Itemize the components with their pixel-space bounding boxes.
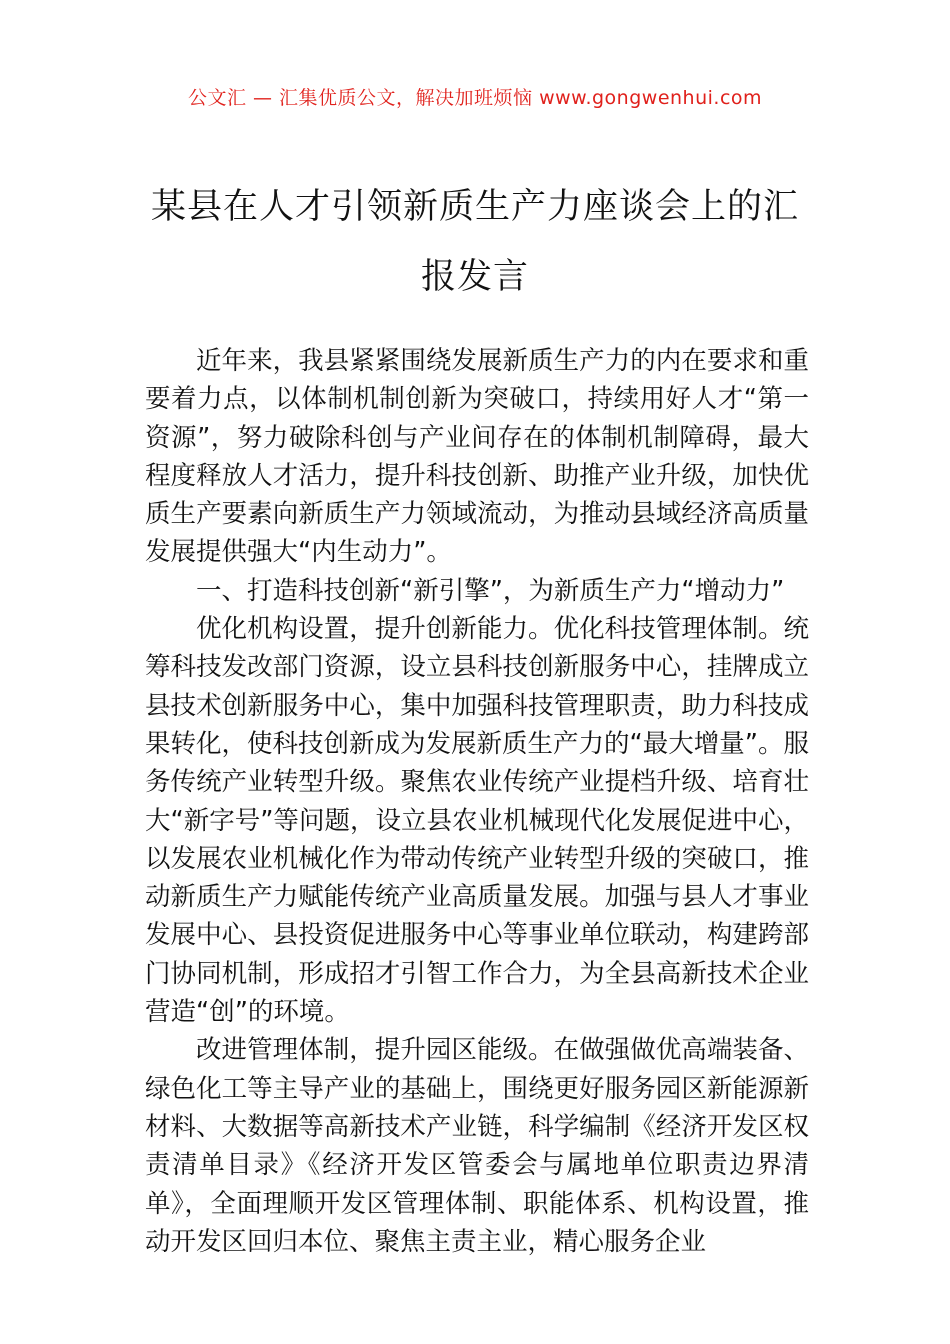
paragraph-improve-management: 改进管理体制，提升园区能级。在做强做优高端装备、绿色化工等主导产业的基础上，围绕更好服务园区新能源新材料、大数据等高新技术产业链，科学编制《经济开发区权责清单目录》《经济开发区管委会与属地单位职责边界清单》，全面理顺开发区管理体制、职能体系、机构设置，推动开发区回归本位、聚焦主责主业，精心服务企业 bbox=[145, 1035, 809, 1257]
paragraph-optimize-institutions: 优化机构设置，提升创新能力。优化科技管理体制。统筹科技发改部门资源，设立县科技创新服务中心，挂牌成立县技术创新服务中心，集中加强科技管理职责，助力科技成果转化，使科技创新成为发展新质生产力的“最大增量”。服务传统产业转型升级。聚焦农业传统产业提档升级、培育壮大“新字号”等问题，设立县农业机械现代化发展促进中心，以发展农业机械化作为带动传统产业转型升级的突破口，推动新质生产力赋能传统产业高质量发展。加强与县人才事业发展中心、县投资促进服务中心等事业单位联动，构建跨部门协同机制，形成招才引智工作合力，为全县高新技术企业营造“创”的环境。 bbox=[145, 614, 809, 1028]
header-banner: 公文汇 — 汇集优质公文，解决加班烦恼 www.gongwenhui.com bbox=[187, 87, 763, 109]
section-heading-1: 一、打造科技创新“新引擎”，为新质生产力“增动力” bbox=[196, 575, 785, 606]
document-body bbox=[145, 342, 809, 1261]
paragraph-intro: 近年来，我县紧紧围绕发展新质生产力的内在要求和重要着力点，以体制机制创新为突破口，持续用好人才“第一资源”，努力破除科创与产业间存在的体制机制障碍，最大程度释放人才活力，提升科技创新、助推产业升级，加快优质生产要素向新质生产力领域流动，为推动县域经济高质量发展提供强大“内生动力”。 bbox=[145, 346, 809, 568]
document-title: 某县在人才引领新质生产力座谈会上的汇报发言 bbox=[150, 187, 799, 297]
